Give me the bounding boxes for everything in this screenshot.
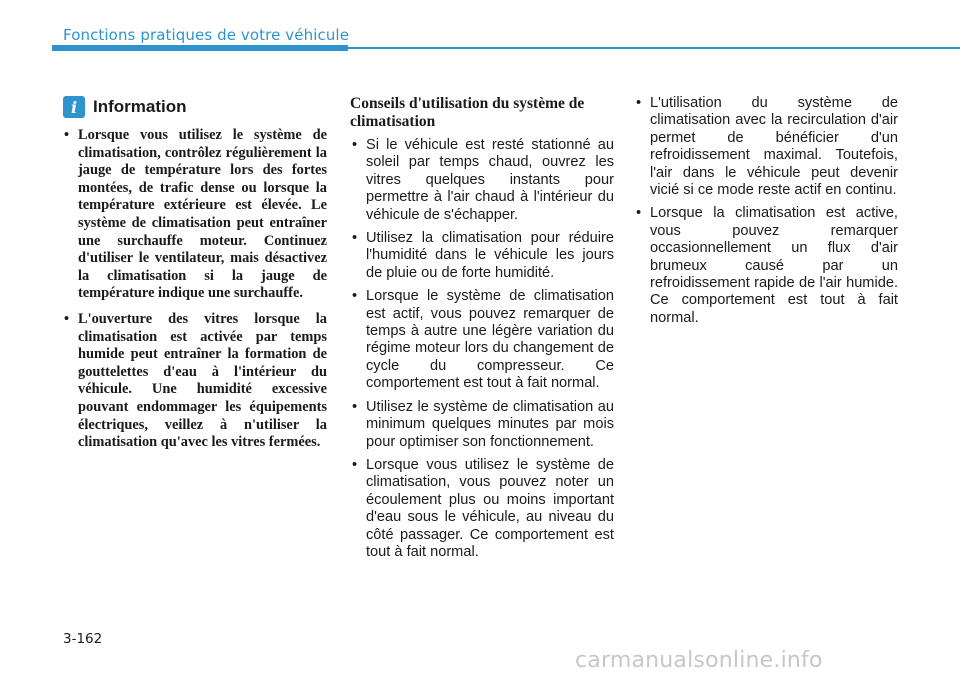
site-watermark: carmanualsonline.info: [575, 648, 823, 673]
tip-item: • Utilisez la climatisation pour réduire l'humidité dans le véhicule les jours de pluie ou de forte humidité.: [350, 230, 614, 282]
tips-list: [350, 137, 614, 561]
tip-item: • Si le véhicule est resté stationné au soleil par temps chaud, ouvrez les vitres quelques instants pour permettre à l'air chaud à l'intérieur du véhicule de s'échapper.: [350, 137, 614, 224]
column-right: [634, 95, 898, 333]
tip-item: • Lorsque vous utilisez le système de climatisation, vous pouvez noter un écoulement plus ou moins important d'eau sous le véhicule, au niveau du côté passager. Ce comportement est tout à fait normal.: [350, 457, 614, 561]
information-item: • L'ouverture des vitres lorsque la climatisation est activée par temps humide peut entraîner la formation de gouttelettes d'eau à l'intérieur du véhicule. Une humidité excessive pouvant endommager les équipements électriques, veillez à n'utiliser la climatisation qu'avec les vitres fermées.: [63, 311, 327, 452]
information-list: [63, 127, 327, 452]
section-title: Conseils d'utilisation du système de climatisation: [350, 95, 585, 130]
header-accent-bar: [52, 45, 348, 51]
section-header-title: Fonctions pratiques de votre véhicule: [63, 26, 350, 44]
information-item: • Lorsque vous utilisez le système de climatisation, contrôlez régulièrement la jauge de température lors des fortes montées, de trafic dense ou lorsque la température extérieure est élevée. Le système de climatisation peut entraîner une surchauffe moteur. Continuez d'utiliser le ventilateur, mais désactivez la climatisation si la jauge de température indique une surchauffe.: [63, 127, 327, 303]
tips-list-continued: [634, 95, 898, 327]
info-icon: i: [63, 96, 85, 118]
header-rule-line: [348, 47, 960, 49]
information-heading: [63, 95, 327, 119]
column-middle: [350, 95, 614, 567]
page-number: 3-162: [63, 631, 103, 647]
tip-item: • Lorsque le système de climatisation est actif, vous pouvez remarquer de temps à autre une légère variation du régime moteur lors du changement de cycle du compresseur. Ce comportement est tout à fait normal.: [350, 288, 614, 392]
tip-item: • L'utilisation du système de climatisation avec la recirculation d'air permet de bénéficier d'un refroidissement maximal. Toutefois, l'air dans le véhicule peut devenir vicié si ce mode reste actif en continu.: [634, 95, 898, 199]
information-title: Information: [93, 97, 187, 116]
tip-item: • Utilisez le système de climatisation au minimum quelques minutes par mois pour optimiser son fonctionnement.: [350, 399, 614, 451]
tip-item: • Lorsque la climatisation est active, vous pouvez remarquer occasionnellement un flux d'air brumeux causé par un refroidissement rapide de l'air humide. Ce comportement est tout à fait normal.: [634, 205, 898, 327]
column-left: [63, 95, 327, 452]
